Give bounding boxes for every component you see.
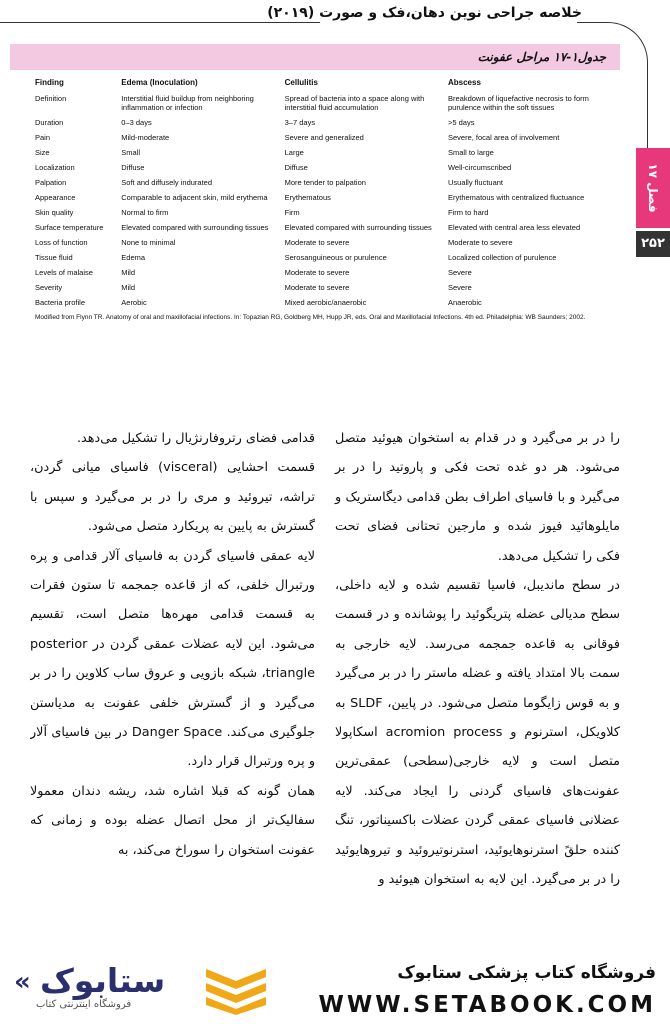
row-label-cell: Severity xyxy=(35,283,63,292)
table-cell: 3–7 days xyxy=(284,118,316,127)
table-cell: Erythematous xyxy=(284,193,331,202)
table-cell: Severe xyxy=(447,283,472,292)
table-row xyxy=(10,162,620,177)
table-cell: Edema xyxy=(121,253,146,262)
infection-stages-table xyxy=(10,44,620,321)
body-text xyxy=(30,424,620,954)
table-row xyxy=(10,252,620,267)
table-cell: Firm to hard xyxy=(447,208,489,217)
table-caption: جدول۱-۱۷ مراحل عفونت xyxy=(10,44,620,70)
table-row xyxy=(10,207,620,222)
table-cell: Moderate to severe xyxy=(284,238,350,247)
column-header: Finding xyxy=(35,78,64,87)
table-row xyxy=(10,222,620,237)
table-row xyxy=(10,147,620,162)
row-label-cell: Definition xyxy=(35,94,67,103)
column-header: Edema (Inoculation) xyxy=(121,78,198,87)
row-label-cell: Palpation xyxy=(35,178,67,187)
table-cell: More tender to palpation xyxy=(284,178,366,187)
table-row xyxy=(10,237,620,252)
table-cell: Large xyxy=(284,148,304,157)
logo-subtitle: فروشگاه اینترنتی کتاب xyxy=(36,999,132,1010)
table-row xyxy=(10,177,620,192)
table-row xyxy=(10,132,620,147)
row-label-cell: Bacteria profile xyxy=(35,298,86,307)
table-cell: Moderate to severe xyxy=(447,238,513,247)
table-cell: Mixed aerobic/anaerobic xyxy=(284,298,367,307)
row-label-cell: Size xyxy=(35,148,50,157)
table-cell: Erythematous with centralized fluctuance xyxy=(447,193,585,202)
table-cell: Elevated compared with surrounding tissues xyxy=(284,223,432,232)
data-table xyxy=(10,76,620,312)
table-cell: Soft and diffusely indurated xyxy=(121,178,213,187)
row-label-cell: Loss of function xyxy=(35,238,88,247)
table-cell: Localized collection of purulence xyxy=(447,253,557,262)
table-row xyxy=(10,192,620,207)
paragraph: قدامی فضای رتروفارنژیال را تشکیل می‌دهد. xyxy=(76,431,315,446)
table-cell: Diffuse xyxy=(121,163,145,172)
paragraph: را در بر می‌گیرد و در قدام به استخوان هیوئید متصل می‌شود. هر دو غده تحت فکی و پاروتید را در بر می‌گیرد و با فاسیای اطراف بطن قدامی دیگاستریک و مایلوهائید فیوز شده و مارجین تحتانی فضای تحت فکی را تشکیل می‌دهد. xyxy=(335,431,620,564)
table-row xyxy=(10,267,620,282)
table-row xyxy=(10,297,620,312)
setabook-logo xyxy=(14,961,276,1019)
running-title: خلاصه جراحی نوین دهان،فک و صورت (۲۰۱۹) xyxy=(267,5,582,21)
book-stack-icon xyxy=(204,965,268,1015)
table-cell: 0–3 days xyxy=(121,118,152,127)
table-header-row xyxy=(10,76,620,93)
row-label-cell: Levels of malaise xyxy=(35,268,93,277)
table-body xyxy=(10,93,620,312)
table-cell: Anaerobic xyxy=(447,298,482,307)
table-cell: Serosanguineous or purulence xyxy=(284,253,387,262)
row-label-cell: Duration xyxy=(35,118,64,127)
row-label-cell: Appearance xyxy=(35,193,76,202)
paragraph: قسمت احشایی (visceral) فاسیای میانی گردن، تراشه، تیروئید و مری را در بر می‌گیرد و سپس با گسترش به پایین به پریکارد متصل می‌شود. xyxy=(30,460,315,535)
table-cell: Interstitial fluid buildup from neighboring inflammation or infection xyxy=(121,94,254,112)
store-name: فروشگاه کتاب پزشکی ستابوک xyxy=(397,963,656,983)
website-url[interactable]: WWW.SETABOOK.COM xyxy=(318,992,656,1018)
table-cell: Firm xyxy=(284,208,300,217)
table-cell: Severe and generalized xyxy=(284,133,364,142)
table-row xyxy=(10,93,620,117)
paragraph: در سطح ماندیبل، فاسیا تقسیم شده و لایه داخلی، سطح مدیالی عضله پتریگوئید را پوشانده و در قسمت فوقانی به قاعده جمجمه می‌رسد. لایه خارجی به سمت بالا امتداد یافته و عضله ماستر را در بر می‌گیرد و به قوس زایگوما متصل می‌شود. در پایین، SLDF به کلاویکل، استرنوم و acromion process اسکاپولا متصل است و لایه خارجی(سطحی) عمقی‌ترین عفونت‌های فاسیای گردنی را ایجاد می‌کند. لایه عضلانی فاسیای عمقی گردن عضلات باکسیناتور، تنگ کننده حلقً استرنوهایوئید، استرنوتیروئید و تیروهایوئید را در بر می‌گیرد. این لایه به استخوان هیوئید و xyxy=(335,578,620,888)
table-cell: Mild xyxy=(121,283,136,292)
table-cell: Comparable to adjacent skin, mild erythema xyxy=(121,193,268,202)
row-label-cell: Surface temperature xyxy=(35,223,104,232)
table-cell: Small xyxy=(121,148,141,157)
table-cell: Diffuse xyxy=(284,163,308,172)
row-label-cell: Tissue fluid xyxy=(35,253,73,262)
paragraph: همان گونه که قبلا اشاره شد، ریشه دندان معمولا سفالیک‌تر از محل اتصال عضله بوده و زمانی که عفونت استخوان را سوراخ می‌کند، به xyxy=(30,783,315,858)
table-cell: Mild xyxy=(121,268,136,277)
column-header: Abscess xyxy=(447,78,481,87)
table-cell: Aerobic xyxy=(121,298,147,307)
table-row xyxy=(10,117,620,132)
right-text-column xyxy=(335,424,620,895)
paragraph: لایه عمقی فاسیای گردن به فاسیای آلار قدامی و پره ورتبرال خلفی، که از قاعده جمجمه تا ستون فقرات به قسمت قدامی مهره‌ها متصل است، تقسیم می‌شود. این لایه عضلات عمقی گردن در posterior triangle، شبکه بازویی و عروق ساب کلاوین را در بر می‌گیرد و از گسترش خلفی عفونت به مدیاستن جلوگیری می‌کند. Danger Space در بین فاسیای آلار و پره ورتبرال قرار دارد. xyxy=(30,548,315,770)
footer-banner xyxy=(0,955,670,1024)
logo-brand-text: ستابوک xyxy=(40,961,166,1000)
page-header xyxy=(0,0,670,40)
table-cell: None to minimal xyxy=(121,238,176,247)
table-cell: Mild-moderate xyxy=(121,133,170,142)
table-cell: Severe xyxy=(447,268,472,277)
row-label-cell: Skin quality xyxy=(35,208,74,217)
table-cell: Small to large xyxy=(447,148,494,157)
page-number: ۲۵۲ xyxy=(636,231,670,257)
table-cell: Elevated with central area less elevated xyxy=(447,223,581,232)
column-header: Cellulitis xyxy=(284,78,318,87)
header-rule xyxy=(0,22,320,23)
table-cell: Moderate to severe xyxy=(284,283,350,292)
table-cell: Moderate to severe xyxy=(284,268,350,277)
table-cell: Normal to firm xyxy=(121,208,169,217)
table-cell: Breakdown of liquefactive necrosis to form purulence within the soft tissues xyxy=(447,94,589,112)
table-cell: Elevated compared with surrounding tissues xyxy=(121,223,269,232)
left-text-column xyxy=(30,424,315,865)
table-cell: Well-circumscribed xyxy=(447,163,512,172)
row-label-cell: Localization xyxy=(35,163,75,172)
table-cell: Usually fluctuant xyxy=(447,178,504,187)
table-cell: >5 days xyxy=(447,118,475,127)
table-cell: Spread of bacteria into a space along with interstitial fluid accumulation xyxy=(284,94,425,112)
table-row xyxy=(10,282,620,297)
table-cell: Severe, focal area of involvement xyxy=(447,133,560,142)
chapter-label: فصل ۱۷ xyxy=(646,163,660,213)
chapter-tab xyxy=(636,148,670,228)
table-source-note: Modified from Flynn TR. Anatomy of oral and maxillofacial infections. In: Topazian RG, Goldberg MH, Hupp JR, eds. Oral and Maxillofacial Infections. 4th ed. Philadelphia: WB Saunders; 2002. xyxy=(35,314,586,321)
chevron-left-icon: « xyxy=(14,967,31,997)
row-label-cell: Pain xyxy=(35,133,51,142)
